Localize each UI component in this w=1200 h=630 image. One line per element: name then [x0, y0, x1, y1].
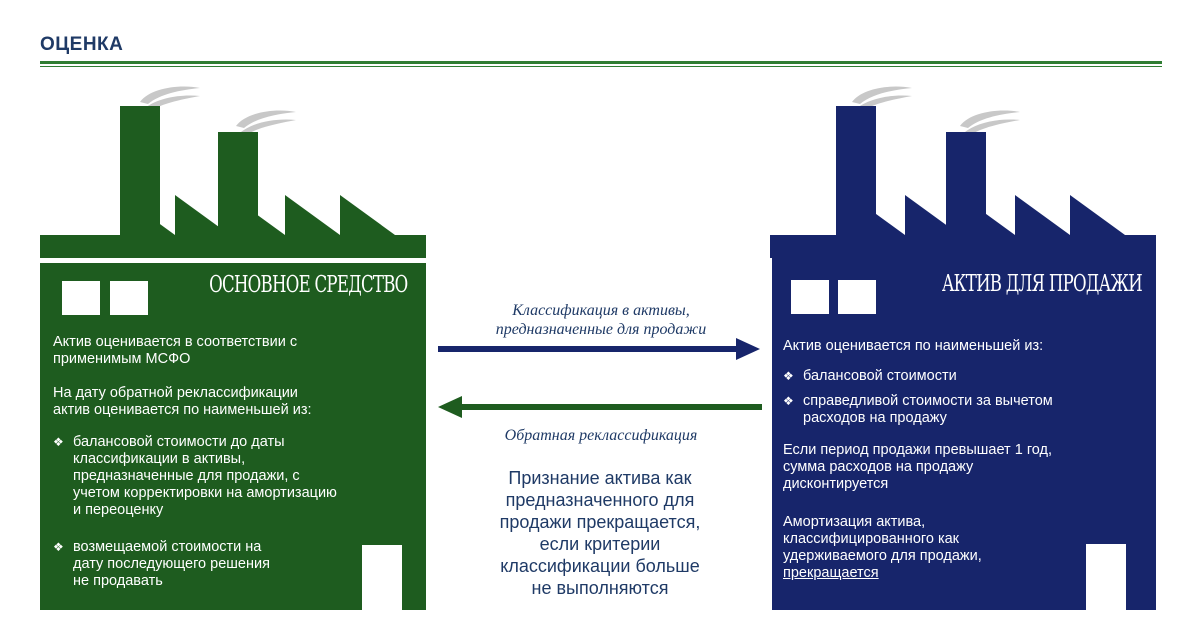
diamond-bullet-icon: ❖ [783, 369, 794, 383]
left-panel: ОСНОВНОЕ СРЕДСТВО Актив оценивается в соответствии с применимым МСФО На дату обратной реклассификации актив оценивается по наименьшей из: ❖ балансовой стоимости до даты классификации в активы, предназначенные для продажи, с учетом корректировки на амортизацию и переоценку ❖ возмещаемой стоимости на дату последующего решения не продавать [40, 263, 426, 610]
door [362, 545, 402, 610]
diamond-bullet-icon: ❖ [783, 394, 794, 408]
title-rule-thin [40, 66, 1162, 67]
left-para1: Актив оценивается в соответствии с применимым МСФО [53, 334, 298, 367]
smoke-icon [852, 87, 1020, 134]
diamond-bullet-icon: ❖ [53, 540, 64, 554]
center-note: Признание актива как предназначенного для продажи прекращается, если критерии классификации больше не выполняются [499, 468, 701, 598]
window [838, 280, 876, 314]
left-para2: На дату обратной реклассификации актив оценивается по наименьшей из: [53, 385, 312, 418]
right-para3: Амортизация актива, классифицированного как удерживаемого для продажи, прекращается [783, 514, 982, 581]
right-factory-roof [770, 80, 1160, 262]
chimney [120, 106, 160, 236]
page-title: ОЦЕНКА [40, 34, 124, 55]
reverse-label: Обратная реклассификация [504, 427, 698, 444]
right-heading: АКТИВ ДЛЯ ПРОДАЖИ [941, 271, 1142, 297]
roof-eave [770, 236, 1156, 258]
right-para2: Если период продажи превышает 1 год, сумма расходов на продажу дисконтируется [783, 442, 1053, 492]
left-heading: ОСНОВНОЕ СРЕДСТВО [209, 272, 408, 298]
window [110, 281, 148, 315]
chimney [946, 132, 986, 236]
reverse-arrow-icon [438, 396, 762, 418]
forward-label: Классификация в активы, предназначенные для продажи [495, 302, 707, 338]
smoke-icon [140, 87, 296, 134]
roof-eave [40, 236, 426, 258]
right-panel: АКТИВ ДЛЯ ПРОДАЖИ Актив оценивается по наименьшей из: ❖ балансовой стоимости ❖ справедливой стоимости за вычетом расходов на продажу Если период продажи превышает 1 год, сумма расходов на продажу дисконтируется Амортизация актива, классифицированного как удерживаемого для продажи, прекращается [772, 258, 1156, 610]
chimney [836, 106, 876, 236]
chimney [218, 132, 258, 236]
diamond-bullet-icon: ❖ [53, 435, 64, 449]
left-factory-roof [40, 80, 430, 262]
right-para1: Актив оценивается по наименьшей из: [783, 338, 1044, 354]
window [791, 280, 829, 314]
forward-arrow-icon [438, 338, 762, 360]
window [62, 281, 100, 315]
door [1086, 544, 1126, 610]
title-rule [40, 61, 1162, 64]
